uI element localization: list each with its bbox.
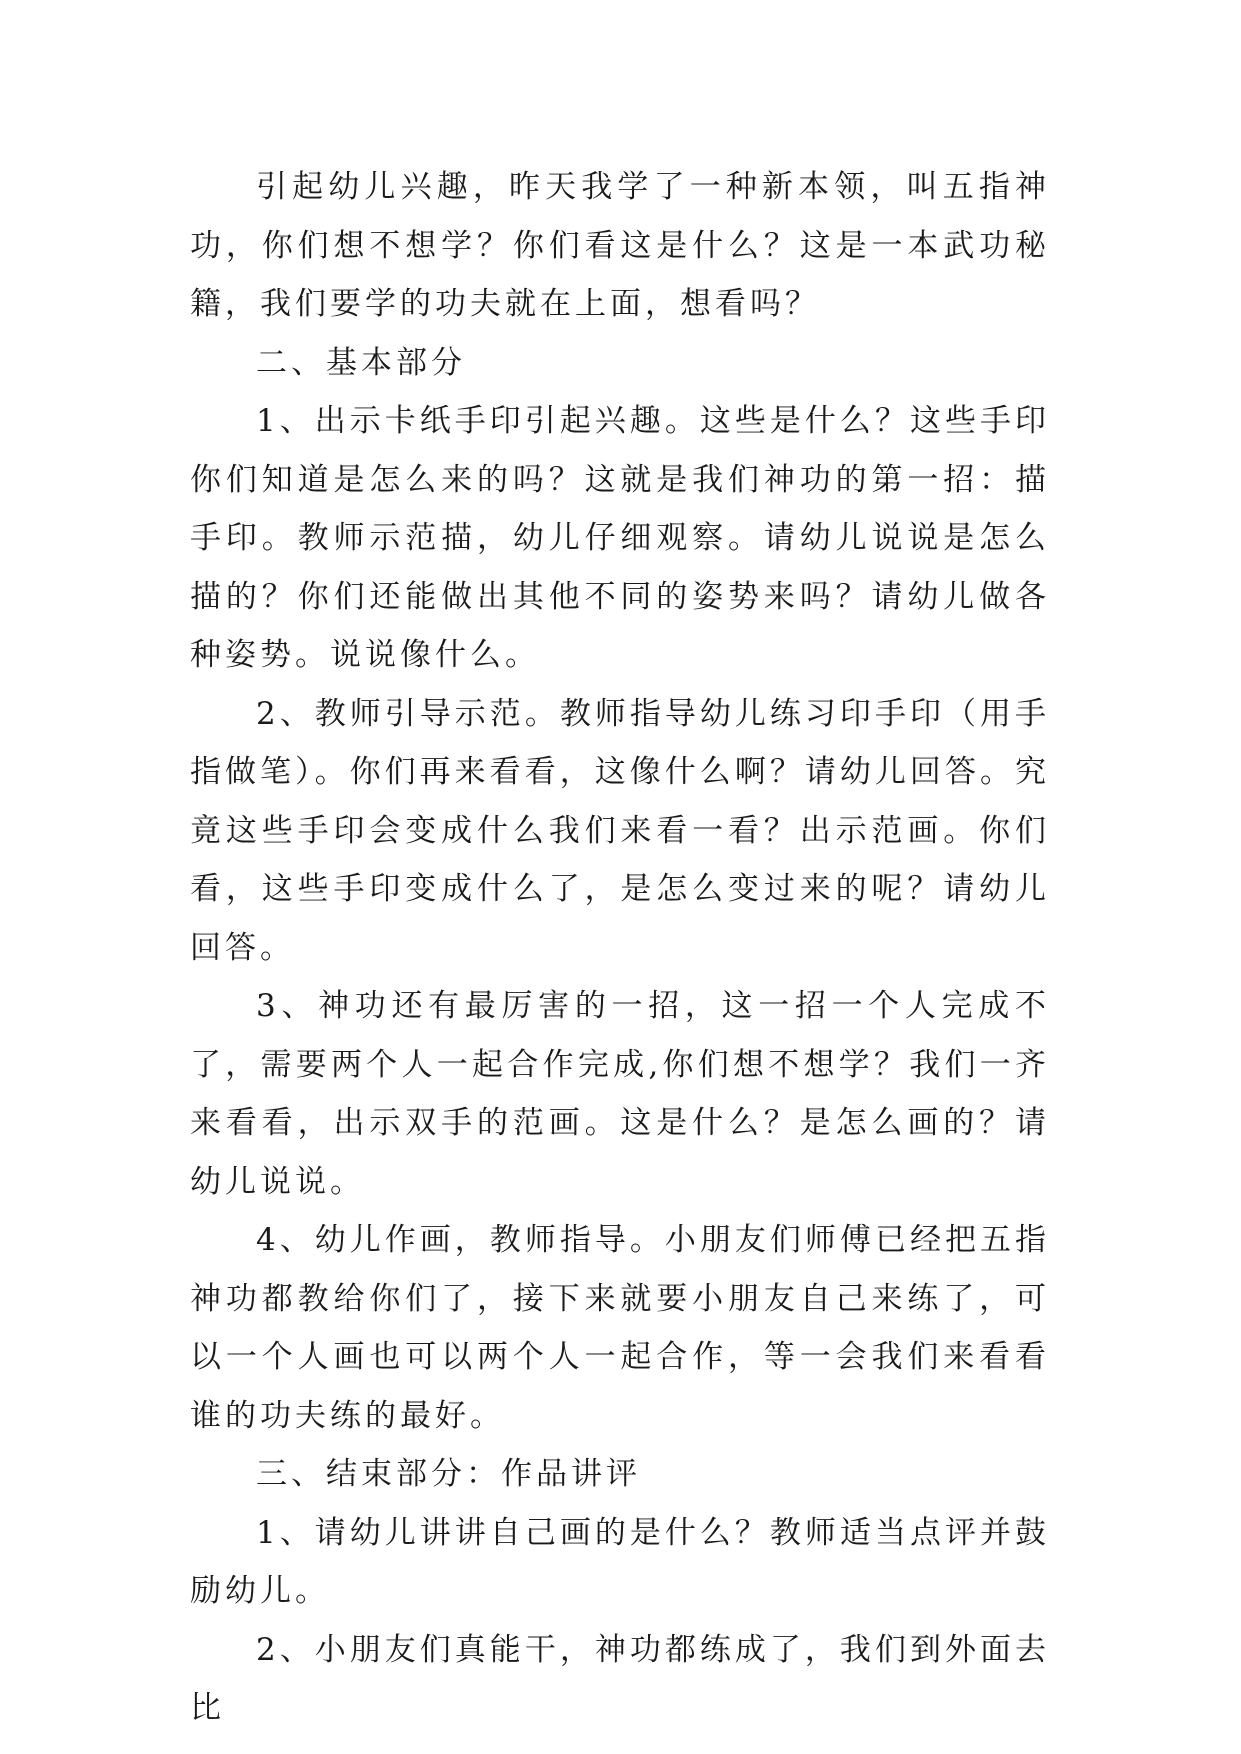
section-heading-basic: 二、基本部分 — [256, 344, 466, 381]
section-heading-ending: 三、结束部分：作品讲评 — [256, 1456, 641, 1492]
paragraph-ending-2: 2、小朋友们真能干，神功都练成了，我们到外面去比 — [190, 1631, 1050, 1726]
paragraph-intro: 引起幼儿兴趣，昨天我学了一种新本领，叫五指神功，你们想不想学？你们看这是什么？这是一本武功秘籍，我们要学的功夫就在上面，想看吗？ — [190, 169, 1050, 322]
paragraph-step-4: 4、幼儿作画，教师指导。小朋友们师傅已经把五指神功都教给你们了，接下来就要小朋友自己来练了，可以一个人画也可以两个人一起合作，等一会我们来看看谁的功夫练的最好。 — [190, 1222, 1050, 1434]
paragraph-step-3: 3、神功还有最厉害的一招，这一招一个人完成不了，需要两个人一起合作完成,你们想不想学？我们一齐来看看，出示双手的范画。这是什么？是怎么画的？请幼儿说说。 — [190, 988, 1050, 1200]
paragraph-step-2: 2、教师引导示范。教师指导幼儿练习印手印（用手指做笔）。你们再来看看，这像什么啊？请幼儿回答。究竟这些手印会变成什么我们来看一看？出示范画。你们看，这些手印变成什么了，是怎么变过来的呢？请幼儿回答。 — [190, 695, 1050, 966]
paragraph-ending-1: 1、请幼儿讲讲自己画的是什么？教师适当点评并鼓励幼儿。 — [190, 1514, 1050, 1609]
document-body — [190, 158, 1050, 1738]
paragraph-step-1: 1、出示卡纸手印引起兴趣。这些是什么？这些手印你们知道是怎么来的吗？这就是我们神功的第一招：描手印。教师示范描，幼儿仔细观察。请幼儿说说是怎么描的？你们还能做出其他不同的姿势来吗？请幼儿做各种姿势。说说像什么。 — [190, 403, 1050, 673]
